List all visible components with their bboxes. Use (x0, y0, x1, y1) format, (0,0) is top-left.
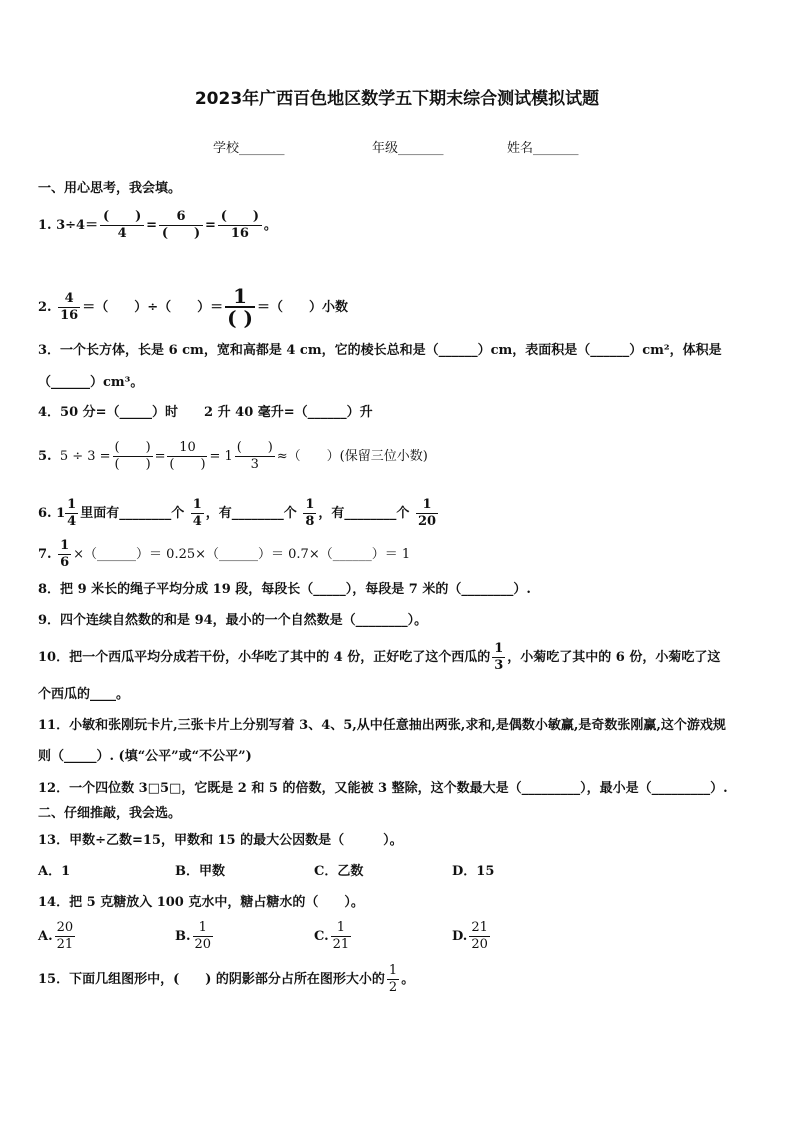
q6-text-2[interactable]: ，有________个 (205, 506, 297, 521)
q13-option-b[interactable]: B．甲数 (175, 864, 225, 879)
q14-option-b[interactable] (175, 920, 215, 953)
q1-frac-2 (159, 209, 203, 242)
q10-frac-num: 1 (494, 641, 504, 656)
q14-option-a[interactable] (38, 920, 77, 953)
q2-frac-den: 16 (60, 307, 79, 323)
q1-equals-2: = (205, 218, 216, 233)
q6-frac-4-num: 1 (422, 497, 432, 512)
q2-frac (58, 291, 80, 324)
q7-frac-den: 6 (60, 555, 70, 570)
q14-option-c[interactable] (314, 920, 353, 953)
q14-a-label: A. (38, 929, 53, 944)
question-3-line-1: 3．一个长方体，长是 6 cm，宽和高都是 4 cm，它的棱长总和是（______）cm，表面积是（______）cm²，体积是 (38, 343, 722, 358)
q7-frac-num: 1 (60, 538, 70, 553)
q14-a-den: 21 (56, 937, 74, 952)
q7-number: 7. (38, 547, 52, 562)
q15-frac-num: 1 (388, 963, 398, 978)
q10-frac-den: 3 (494, 658, 504, 673)
question-9: 9．四个连续自然数的和是 94，最小的一个自然数是（________）。 (38, 613, 428, 628)
q1-frac-1 (100, 209, 144, 242)
q14-d-num: 21 (471, 920, 488, 935)
section-1-heading: 一、用心思考，我会填。 (38, 181, 182, 196)
question-8: 8．把 9 米长的绳子平均分成 19 段，每段长（_____），每段是 7 米的（________）. (38, 582, 531, 597)
q2-decimal[interactable]: ＝（ ）小数 (257, 299, 349, 315)
q6-frac-3-den: 8 (305, 514, 315, 529)
q10-text-a: 10．把一个西瓜平均分成若干份，小华吃了其中的 4 份，正好吃了这个西瓜的 (38, 650, 491, 665)
q6-frac-4-den: 20 (417, 514, 437, 529)
q5-mixed-whole: = 1 (209, 449, 233, 464)
q13-option-c[interactable]: C．乙数 (314, 864, 364, 879)
q5-number: 5. (38, 449, 52, 464)
q6-frac-2-den: 4 (192, 514, 202, 529)
question-5 (38, 440, 428, 473)
q6-mixed-number (56, 497, 80, 530)
q2-big-frac (225, 286, 255, 328)
q6-frac-1-den: 4 (67, 514, 77, 529)
q1-lead: 3÷4＝ (56, 218, 99, 233)
q1-frac-3 (218, 209, 262, 242)
q13-option-a[interactable]: A．1 (38, 864, 71, 879)
q5-frac-1-num[interactable]: ( ) (114, 440, 151, 455)
q6-whole: 1 (56, 506, 66, 521)
q15-end: 。 (401, 972, 415, 987)
question-14: 14．把 5 克糖放入 100 克水中，糖占糖水的（ ）。 (38, 895, 364, 910)
q14-a-num: 20 (56, 920, 74, 935)
question-15 (38, 963, 414, 996)
question-10-line-1 (38, 641, 720, 674)
question-6 (38, 497, 440, 530)
question-11-line-2[interactable]: 则（_____）. (填“公平”或“不公平”) (38, 749, 252, 764)
q14-d-den: 20 (471, 937, 488, 952)
q7-text[interactable]: ×（______）＝ 0.25×（______）＝ 0.7×（______）＝ 1 (73, 547, 411, 562)
q6-text-1[interactable]: 里面有________个 (80, 506, 185, 521)
question-3-line-2: （______）cm³。 (38, 375, 144, 390)
q5-frac-2 (167, 440, 207, 473)
school-field[interactable]: 学校_______ (213, 141, 285, 156)
q1-end: 。 (263, 218, 277, 233)
question-13: 13．甲数÷乙数=15，甲数和 15 的最大公因数是（ ）。 (38, 833, 403, 848)
q2-big-frac-den[interactable]: ( ) (227, 306, 254, 330)
q10-text-b: ，小菊吃了其中的 6 份，小菊吃了这 (507, 650, 721, 665)
q14-b-label: B. (175, 929, 191, 944)
q5-frac-3-num[interactable]: ( ) (236, 440, 273, 455)
q1-frac-2-den[interactable]: ( ) (161, 226, 201, 241)
question-12: 12．一个四位数 3□5□，它既是 2 和 5 的倍数，又能被 3 整除，这个数最大是（_________），最小是（_________）. (38, 781, 728, 796)
q5-approx[interactable]: ≈（ ）(保留三位小数) (276, 449, 428, 464)
q14-c-den: 21 (332, 937, 350, 952)
q13-option-d[interactable]: D．15 (452, 864, 495, 879)
q14-option-d[interactable] (452, 920, 492, 953)
q1-frac-1-num[interactable]: ( ) (102, 209, 142, 224)
q6-frac-1-num: 1 (67, 497, 77, 512)
q2-big-frac-num: 1 (233, 284, 248, 308)
question-2 (38, 286, 348, 328)
q6-frac-3-num: 1 (305, 497, 315, 512)
q15-text: 15．下面几组图形中，( ) 的阴影部分占所在图形大小的 (38, 972, 385, 987)
q5-frac-2-den[interactable]: ( ) (169, 457, 206, 472)
q14-b-num: 1 (198, 920, 207, 935)
question-1 (38, 209, 277, 242)
q5-frac-1-den[interactable]: ( ) (114, 457, 151, 472)
q14-b-den: 20 (194, 937, 212, 952)
q2-division[interactable]: ＝（ ）÷（ ） (82, 299, 211, 315)
q15-frac-den: 2 (388, 980, 398, 995)
q2-equals: ＝ (210, 299, 224, 315)
q6-number: 6. (38, 506, 52, 521)
q1-frac-1-den: 4 (117, 226, 127, 241)
page-title: 2023年广西百色地区数学五下期末综合测试模拟试题 (194, 89, 600, 109)
q6-frac-2-num: 1 (192, 497, 202, 512)
q14-d-label: D. (452, 929, 468, 944)
q2-number: 2. (38, 299, 52, 315)
q1-frac-3-den: 16 (230, 226, 249, 241)
q5-frac-3-den: 3 (250, 457, 259, 472)
q5-equals: = (154, 449, 166, 464)
q6-text-3[interactable]: ，有________个 (318, 506, 410, 521)
question-7 (38, 538, 410, 571)
q1-number: 1. (38, 218, 52, 233)
q14-c-label: C. (314, 929, 329, 944)
q5-lead: 5 ÷ 3 = (59, 449, 111, 464)
q5-frac-2-num: 10 (179, 440, 196, 455)
question-10-line-2[interactable]: 个西瓜的____。 (38, 687, 130, 702)
q1-equals: = (146, 218, 157, 233)
q5-frac-1 (113, 440, 153, 473)
q1-frac-3-num[interactable]: ( ) (220, 209, 260, 224)
q1-frac-2-num: 6 (176, 209, 186, 224)
question-11-line-1: 11．小敏和张刚玩卡片,三张卡片上分别写着 3、4、5,从中任意抽出两张,求和,是偶数小敏赢,是奇数张刚赢,这个游戏规 (38, 718, 726, 733)
name-field[interactable]: 姓名_______ (507, 141, 579, 156)
section-2-heading: 二、仔细推敲，我会选。 (38, 806, 182, 821)
q5-frac-3 (235, 440, 275, 473)
question-4: 4．50 分=（_____）时 2 升 40 毫升=（______）升 (38, 405, 373, 420)
q2-frac-num: 4 (64, 290, 74, 306)
q14-c-num: 1 (336, 920, 346, 935)
grade-field[interactable]: 年级_______ (372, 141, 444, 156)
